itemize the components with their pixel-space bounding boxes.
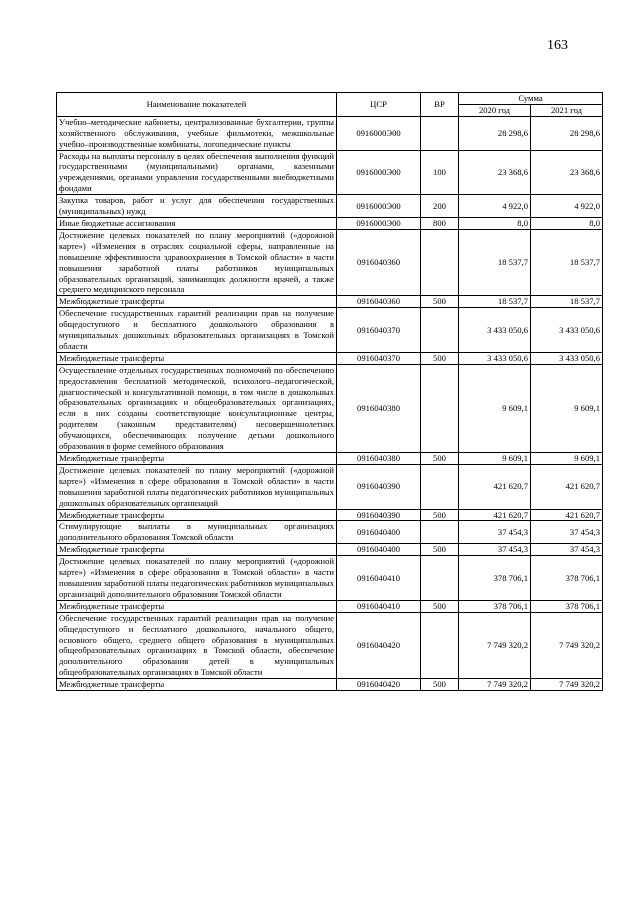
row-sum-2021: 37 454,3 (531, 544, 603, 556)
table-row (57, 364, 603, 452)
row-sum-2020: 378 706,1 (459, 556, 531, 601)
table-row (57, 352, 603, 364)
row-name: Межбюджетные трансферты (57, 509, 337, 521)
row-csr: 0916000Э00 (337, 195, 421, 218)
row-csr: 0916040410 (337, 600, 421, 612)
row-csr: 0916040390 (337, 464, 421, 509)
table-header (57, 93, 603, 117)
row-vr: 500 (421, 679, 459, 691)
row-vr: 500 (421, 352, 459, 364)
row-csr: 0916040370 (337, 308, 421, 353)
row-sum-2020: 18 537,7 (459, 229, 531, 295)
row-csr: 0916000Э00 (337, 116, 421, 150)
row-sum-2020: 23 368,6 (459, 150, 531, 195)
table-row (57, 116, 603, 150)
row-csr: 0916040360 (337, 229, 421, 295)
budget-table (56, 92, 603, 691)
table-row (57, 150, 603, 195)
row-sum-2020: 9 609,1 (459, 453, 531, 465)
row-name: Достижение целевых показателей по плану мероприятий («дорожной карте») «Изменения в отраслях социальной сферы, направленные на повышение эффективности здравоохранения в Томской области» в части повышения заработной платы работников муниципальных образовательных организаций, занимающих должности врачей, а также среднего медицинского персонала (57, 229, 337, 295)
header-vr: ВР (421, 93, 459, 117)
row-name: Закупка товаров, работ и услуг для обеспечения государственных (муниципальных) нужд (57, 195, 337, 218)
row-vr: 500 (421, 544, 459, 556)
row-csr: 0916040360 (337, 296, 421, 308)
row-vr (421, 308, 459, 353)
row-sum-2020: 421 620,7 (459, 509, 531, 521)
row-sum-2021: 9 609,1 (531, 453, 603, 465)
table-row (57, 509, 603, 521)
row-sum-2021: 7 749 320,2 (531, 612, 603, 678)
row-name: Осуществление отдельных государственных полномочий по обеспечению предоставления бесплатной методической, психолого–педагогической, диагностической и консультативной помощи, в том числе в дошкольных образовательных организациях и общеобразовательных организациях, если в них созданы соответствующие консультационные центры, родителям (законным представителям) несовершеннолетних обучающихся, обеспечивающих получение детьми дошкольного образования в форме семейного образования (57, 364, 337, 452)
row-sum-2020: 9 609,1 (459, 364, 531, 452)
row-vr: 100 (421, 150, 459, 195)
row-name: Учебно–методические кабинеты, централизованные бухгалтерии, группы хозяйственного обслуживания, учебные фильмотеки, межшкольные учебно–производственные комбинаты, логопедические пункты (57, 116, 337, 150)
row-name: Достижение целевых показателей по плану мероприятий («дорожной карте») «Изменения в сфере образования в Томской области» в части повышения заработной платы педагогических работников муниципальных организаций дополнительного образования Томской области (57, 556, 337, 601)
row-name: Межбюджетные трансферты (57, 352, 337, 364)
row-vr (421, 521, 459, 544)
row-name: Достижение целевых показателей по плану мероприятий («дорожной карте») «Изменения в сфере образования в Томской области» в части повышения заработной платы педагогических работников муниципальных дошкольных образовательных организаций (57, 464, 337, 509)
row-name: Межбюджетные трансферты (57, 453, 337, 465)
table-body (57, 116, 603, 690)
table-row (57, 308, 603, 353)
row-csr: 0916040400 (337, 521, 421, 544)
row-sum-2021: 421 620,7 (531, 509, 603, 521)
row-vr (421, 364, 459, 452)
row-csr: 0916040410 (337, 556, 421, 601)
row-sum-2020: 18 537,7 (459, 296, 531, 308)
row-vr: 200 (421, 195, 459, 218)
table-row (57, 556, 603, 601)
page-number: 163 (547, 38, 568, 53)
table-row (57, 296, 603, 308)
row-vr (421, 612, 459, 678)
row-sum-2021: 9 609,1 (531, 364, 603, 452)
row-sum-2020: 8,0 (459, 217, 531, 229)
row-sum-2021: 3 433 050,6 (531, 352, 603, 364)
table-row (57, 544, 603, 556)
row-sum-2021: 37 454,3 (531, 521, 603, 544)
row-name: Расходы на выплаты персоналу в целях обеспечения выполнения функций государственными (муниципальными) органами, казенными учреждениями, органами управления государственными внебюджетными фондами (57, 150, 337, 195)
row-vr (421, 229, 459, 295)
row-name: Иные бюджетные ассигнования (57, 217, 337, 229)
table-row (57, 521, 603, 544)
row-csr: 0916040420 (337, 679, 421, 691)
row-name: Межбюджетные трансферты (57, 679, 337, 691)
row-sum-2021: 378 706,1 (531, 556, 603, 601)
row-csr: 0916040420 (337, 612, 421, 678)
row-vr: 800 (421, 217, 459, 229)
row-vr: 500 (421, 600, 459, 612)
header-year-2020: 2020 год (459, 104, 531, 116)
row-sum-2021: 23 368,6 (531, 150, 603, 195)
header-csr: ЦСР (337, 93, 421, 117)
row-csr: 0916040380 (337, 364, 421, 452)
row-csr: 0916040390 (337, 509, 421, 521)
row-vr (421, 464, 459, 509)
row-sum-2020: 3 433 050,6 (459, 308, 531, 353)
table-row (57, 464, 603, 509)
table-row (57, 229, 603, 295)
row-csr: 0916000Э00 (337, 150, 421, 195)
row-sum-2021: 4 922,0 (531, 195, 603, 218)
row-name: Межбюджетные трансферты (57, 544, 337, 556)
row-name: Обеспечение государственных гарантий реализации прав на получение общедоступного и бесплатного дошкольного, начального общего, основного общего, среднего общего образования в муниципальных общеобразовательных организациях в Томской области, обеспечение дополнительного образования детей в муниципальных общеобразовательных организациях в Томской области (57, 612, 337, 678)
row-vr: 500 (421, 296, 459, 308)
table-row (57, 612, 603, 678)
table-row (57, 453, 603, 465)
table-row (57, 217, 603, 229)
header-sum: Сумма (459, 93, 603, 105)
row-csr: 0916000Э00 (337, 217, 421, 229)
row-vr (421, 116, 459, 150)
row-csr: 0916040370 (337, 352, 421, 364)
row-csr: 0916040380 (337, 453, 421, 465)
row-sum-2021: 18 537,7 (531, 296, 603, 308)
row-sum-2020: 7 749 320,2 (459, 679, 531, 691)
row-name: Стимулирующие выплаты в муниципальных организациях дополнительного образования Томской области (57, 521, 337, 544)
row-vr (421, 556, 459, 601)
row-name: Межбюджетные трансферты (57, 600, 337, 612)
row-sum-2020: 7 749 320,2 (459, 612, 531, 678)
row-sum-2020: 3 433 050,6 (459, 352, 531, 364)
row-sum-2020: 421 620,7 (459, 464, 531, 509)
header-year-2021: 2021 год (531, 104, 603, 116)
row-csr: 0916040400 (337, 544, 421, 556)
row-sum-2021: 421 620,7 (531, 464, 603, 509)
row-vr: 500 (421, 453, 459, 465)
row-name: Обеспечение государственных гарантий реализации прав на получение общедоступного и бесплатного дошкольного образования в муниципальных дошкольных образовательных организациях в Томской области (57, 308, 337, 353)
table-row (57, 600, 603, 612)
row-sum-2020: 4 922,0 (459, 195, 531, 218)
row-sum-2021: 28 298,6 (531, 116, 603, 150)
table-row (57, 195, 603, 218)
row-sum-2020: 28 298,6 (459, 116, 531, 150)
row-sum-2021: 18 537,7 (531, 229, 603, 295)
row-sum-2020: 37 454,3 (459, 521, 531, 544)
row-sum-2021: 7 749 320,2 (531, 679, 603, 691)
row-vr: 500 (421, 509, 459, 521)
table-row (57, 679, 603, 691)
row-sum-2021: 378 706,1 (531, 600, 603, 612)
row-sum-2020: 378 706,1 (459, 600, 531, 612)
row-sum-2020: 37 454,3 (459, 544, 531, 556)
row-sum-2021: 3 433 050,6 (531, 308, 603, 353)
row-name: Межбюджетные трансферты (57, 296, 337, 308)
row-sum-2021: 8,0 (531, 217, 603, 229)
header-name: Наименование показателей (57, 93, 337, 117)
